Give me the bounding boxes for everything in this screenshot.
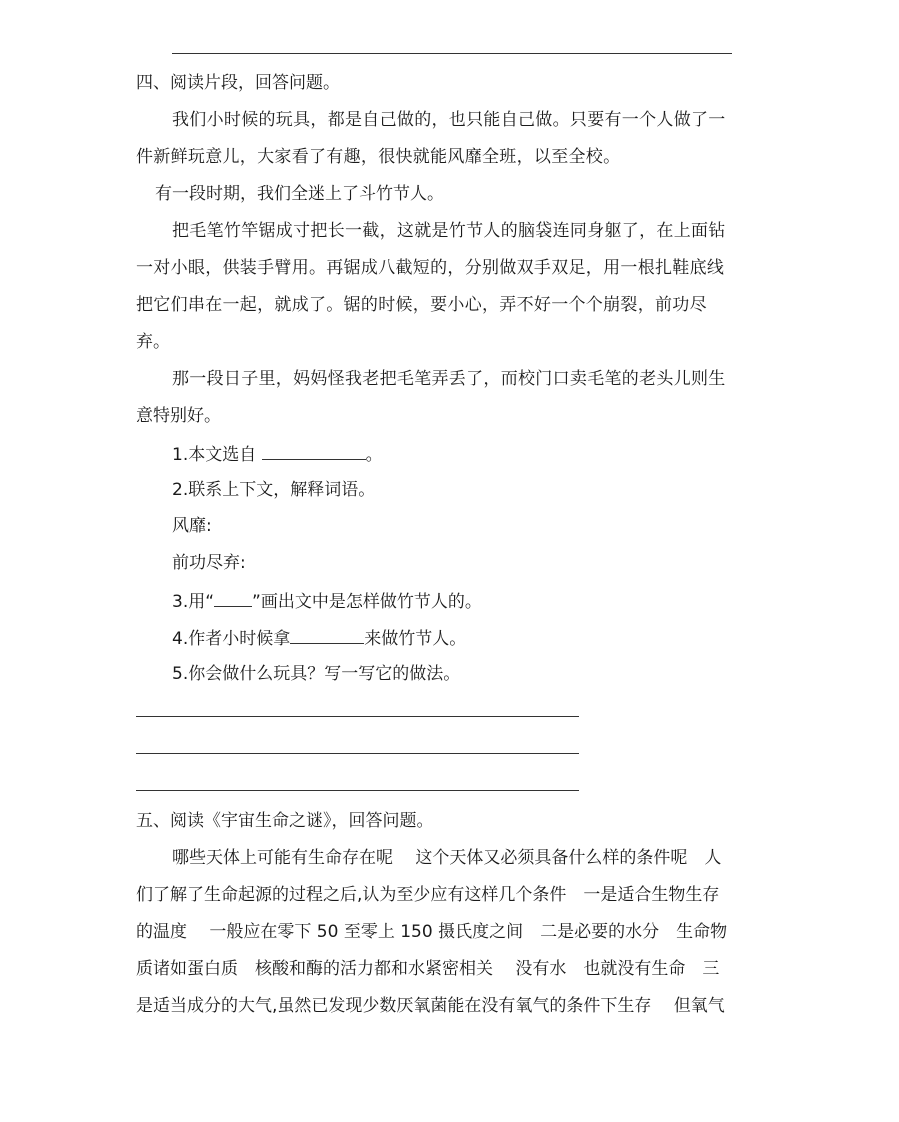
question-4 (172, 627, 466, 647)
paragraph-line: 把它们串在一起，就成了。锯的时候，要小心，弄不好一个个崩裂，前功尽 (136, 295, 707, 315)
section5-heading: 五、阅读《宇宙生命之谜》，回答问题。 (136, 811, 434, 831)
question-2: 2.联系上下文，解释词语。 (172, 480, 376, 500)
paragraph-line: 意特别好。 (136, 406, 221, 426)
question-4-suffix: 来做竹节人。 (364, 629, 467, 649)
paragraph-line: 有一段时期，我们全迷上了斗竹节人。 (155, 184, 444, 204)
question-4-blank[interactable] (290, 627, 364, 644)
answer-line-1[interactable] (136, 716, 579, 717)
answer-line-3[interactable] (136, 790, 579, 791)
passage-line: 质诸如蛋白质 核酸和酶的活力都和水紧密相关 没有水 也就没有生命 三 (136, 959, 720, 979)
question-3-blank[interactable] (214, 590, 252, 607)
paragraph-line: 件新鲜玩意儿，大家看了有趣，很快就能风靡全班，以至全校。 (136, 147, 621, 167)
passage-line: 是适当成分的大气,虽然已发现少数厌氧菌能在没有氧气的条件下生存 但氧气 (136, 996, 725, 1016)
paragraph-line: 我们小时候的玩具，都是自己做的，也只能自己做。只要有一个人做了一 (172, 110, 726, 130)
paragraph-line: 一对小眼，供装手臂用。再锯成八截短的，分别做双手双足，用一根扎鞋底线 (136, 258, 725, 278)
question-3-suffix: ”画出文中是怎样做竹节人的。 (252, 592, 482, 612)
section4-heading: 四、阅读片段，回答问题。 (136, 73, 340, 93)
question-2-word-2: 前功尽弃: (172, 553, 246, 573)
question-1-prefix: 1.本文选自 (172, 445, 257, 465)
passage-line: 们了解了生命起源的过程之后,认为至少应有这样几个条件 一是适合生物生存 (136, 885, 720, 905)
question-2-word-1: 风靡: (172, 516, 212, 536)
paragraph-line: 那一段日子里，妈妈怪我老把毛笔弄丢了，而校门口卖毛笔的老头儿则生 (172, 369, 726, 389)
answer-line-2[interactable] (136, 753, 579, 754)
passage-line: 的温度 一般应在零下 50 至零上 150 摄氏度之间 二是必要的水分 生命物 (136, 922, 728, 942)
passage-line: 哪些天体上可能有生命存在呢 这个天体又必须具备什么样的条件呢 人 (172, 848, 722, 868)
question-5: 5.你会做什么玩具？写一写它的做法。 (172, 664, 461, 684)
question-3-prefix: 3.用“ (172, 592, 215, 612)
question-1-suffix: 。 (365, 445, 383, 465)
question-3 (172, 590, 482, 610)
question-1 (172, 443, 383, 463)
top-rule (172, 53, 732, 54)
paragraph-line: 弃。 (136, 332, 170, 352)
question-1-blank[interactable] (262, 443, 366, 460)
paragraph-line: 把毛笔竹竿锯成寸把长一截，这就是竹节人的脑袋连同身躯了，在上面钻 (172, 221, 726, 241)
question-4-prefix: 4.作者小时候拿 (172, 629, 291, 649)
